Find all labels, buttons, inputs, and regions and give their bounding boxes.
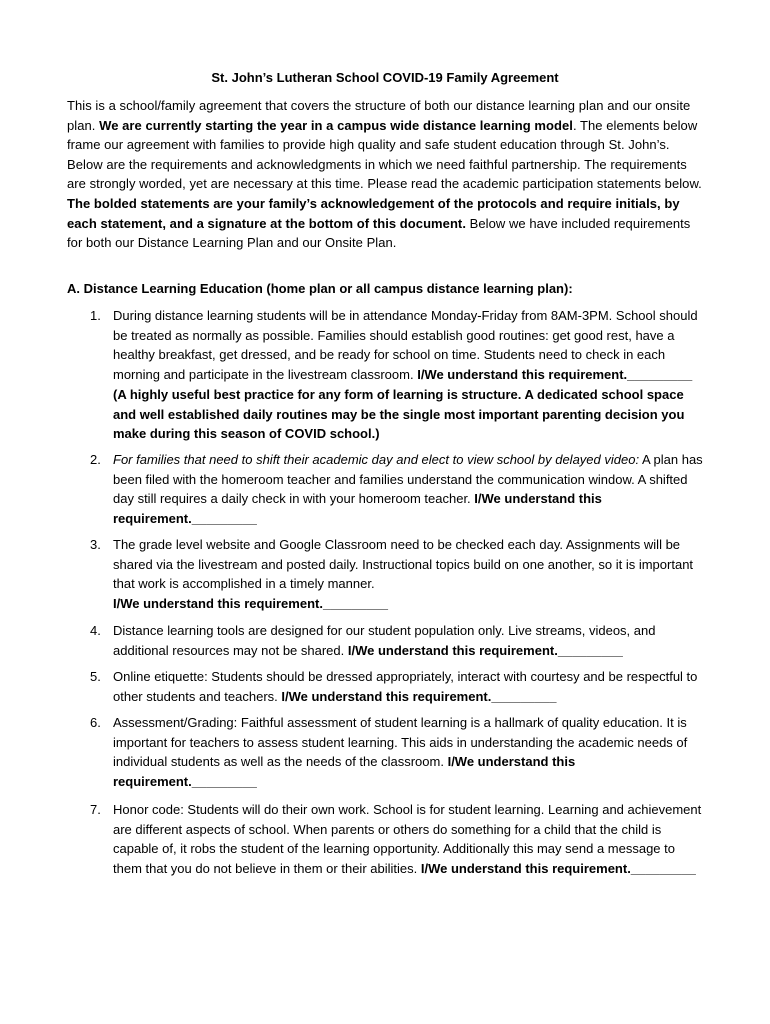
item-number: 6. — [90, 715, 101, 730]
requirement-item-3 — [67, 535, 707, 614]
requirement-item-7 — [67, 800, 707, 879]
item-text: The grade level website and Google Classroom need to be checked each day. Assignments will be shared via the livestream and posted daily. Instructional topics build on one another, so it is important that work is accomplished in a timely manner. — [113, 537, 694, 592]
intro-bold-2: The bolded statements are your family’s acknowledgement of the protocols and require initials, by each statement, and a signature at the bottom of this document. — [67, 195, 680, 231]
item-number: 7. — [90, 802, 101, 817]
item-text: Distance learning tools are designed for our student population only. Live streams, videos, and additional resources may not be shared. — [113, 623, 656, 658]
item-acknowledgement: I/We understand this requirement._________ — [281, 688, 557, 704]
document-title: St. John’s Lutheran School COVID-19 Family Agreement — [211, 70, 559, 85]
item-acknowledgement: I/We understand this requirement._________ — [347, 642, 623, 658]
item-text: During distance learning students will be in attendance Monday-Friday from 8AM-3PM. School should be treated as normally as possible. Families should establish good routines: get good rest, have a healthy breakfast, get dressed, and be ready for school on time. Students need to check in each morning and participate in the livestream classroom. — [113, 308, 698, 383]
item-text: A plan has been filed with the homeroom teacher and families understand the communication window. A shifted day still requires a daily check in with your homeroom teacher. — [113, 452, 703, 507]
item-number: 5. — [90, 669, 101, 684]
item-acknowledgement: I/We understand this requirement._________ — [113, 491, 602, 527]
requirement-item-6 — [67, 713, 707, 792]
item-text: Online etiquette: Students should be dressed appropriately, interact with courtesy and be respectful to other students and teachers. — [113, 669, 698, 704]
requirement-item-4 — [67, 621, 707, 660]
requirement-item-1 — [67, 306, 707, 444]
item-number: 2. — [90, 452, 101, 467]
item-acknowledgement: I/We understand this requirement._________ — [420, 861, 696, 877]
item-number: 3. — [90, 537, 101, 552]
intro-paragraph — [67, 96, 707, 253]
intro-text-3: Below we have included requirements for both our Distance Learning Plan and our Onsite Plan. — [67, 215, 691, 251]
intro-bold-1: We are currently starting the year in a campus wide distance learning model — [99, 117, 573, 133]
item-number: 4. — [90, 623, 101, 638]
requirement-item-5 — [67, 667, 707, 706]
item-text: Honor code: Students will do their own work. School is for student learning. Learning and achievement are different aspects of school. When parents or others do something for a child that the child is capable of, it robs the student of the learning opportunity. Additionally this may send a message to them that you do not believe in them or their abilities. — [113, 802, 702, 877]
item-acknowledgement: I/We understand this requirement._________ (A highly useful best practice for any form of learning is structure. A dedicated school space and well established daily routines may be the single most important parenting decision you make during this season of COVID school.) — [113, 367, 693, 442]
item-acknowledgement: I/We understand this requirement._________ — [113, 596, 389, 612]
item-acknowledgement: I/We understand this requirement._________ — [113, 754, 576, 790]
item-number: 1. — [90, 308, 101, 323]
intro-text-2: . The elements below frame our agreement with families to provide high quality and safe student education through St. John’s. Below are the requirements and acknowledgments in which we need faithful partnership. The requirements are strongly worded, yet are necessary at this time. Please read the academic participation statements below. — [67, 117, 702, 192]
item-text: Assessment/Grading: Faithful assessment of student learning is a hallmark of quality education. It is important for teachers to assess student learning. This aids in understanding the academic needs of individual students as well as the needs of the classroom. — [113, 715, 688, 770]
section-a-heading: A. Distance Learning Education (home plan or all campus distance learning plan): — [67, 281, 573, 296]
intro-text-1: This is a school/family agreement that covers the structure of both our distance learning plan and our onsite plan. — [67, 98, 691, 133]
item-italic-lead: For families that need to shift their academic day and elect to view school by delayed video: — [113, 452, 640, 467]
requirement-item-2 — [67, 450, 707, 529]
